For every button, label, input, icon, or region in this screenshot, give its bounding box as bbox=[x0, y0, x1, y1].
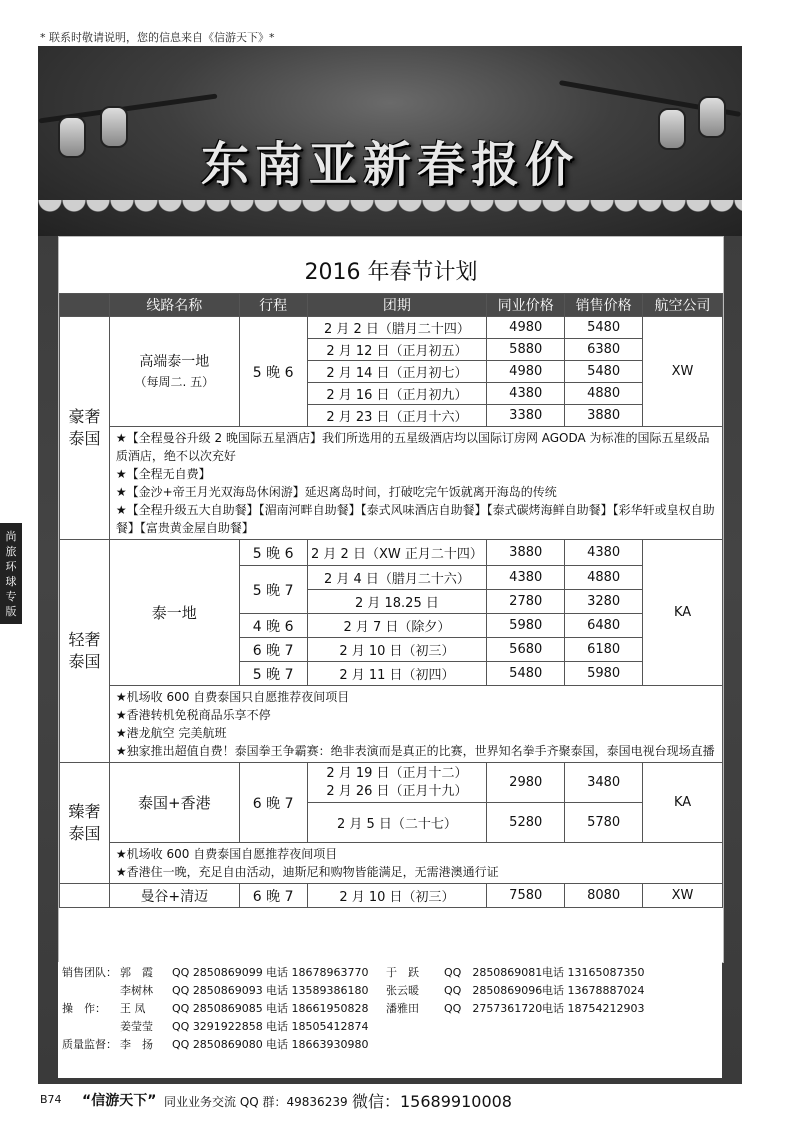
contact-row bbox=[58, 964, 722, 982]
contact-phone: 电话 18754212903 bbox=[542, 1002, 645, 1015]
category-label bbox=[60, 884, 110, 908]
departure-date: 2 月 14 日（正月初七） bbox=[307, 361, 487, 383]
header-cell bbox=[60, 294, 110, 317]
airline: KA bbox=[643, 540, 723, 686]
side-tab bbox=[0, 523, 22, 624]
contact-name: 李 扬 bbox=[120, 1038, 153, 1051]
notes-row bbox=[60, 686, 723, 763]
departure-date: 2 月 2 日（腊月二十四） bbox=[307, 317, 487, 339]
departure-date: 2 月 10 日（初三） bbox=[307, 638, 487, 662]
section-notes bbox=[109, 686, 722, 763]
departure-date: 2 月 23 日（正月十六） bbox=[307, 405, 487, 427]
footer-wechat: 微信：15689910008 bbox=[352, 1092, 512, 1111]
contact-name: 于 跃 bbox=[386, 966, 419, 979]
airline: XW bbox=[643, 884, 723, 908]
route-name: 曼谷+清迈 bbox=[109, 884, 239, 908]
side-tab-text: 尚旅环球专版 bbox=[5, 530, 17, 618]
trade-price: 4980 bbox=[487, 317, 565, 339]
note-item: ★【全程升级五大自助餐】【湄南河畔自助餐】【泰式风味酒店自助餐】【泰式碳烤海鲜自助餐】【彩华轩或皇权自助餐】【富贵黄金屋自助餐】 bbox=[115, 503, 715, 535]
sale-price: 5780 bbox=[565, 803, 643, 843]
contact-phone: 电话 13165087350 bbox=[542, 966, 645, 979]
airline: KA bbox=[643, 763, 723, 843]
contact-qq: QQ 3291922858 bbox=[172, 1020, 263, 1033]
contact-role: 销售团队： bbox=[62, 966, 117, 979]
departure-date: 2 月 7 日（除夕） bbox=[307, 614, 487, 638]
trade-price: 5680 bbox=[487, 638, 565, 662]
category-label: 轻奢 泰国 bbox=[60, 540, 110, 763]
duration: 5 晚 7 bbox=[239, 662, 307, 686]
contact-phone: 电话 18661950828 bbox=[266, 1002, 369, 1015]
trade-price: 5880 bbox=[487, 339, 565, 361]
note-item: ★【全程曼谷升级 2 晚国际五星酒店】我们所选用的五星级酒店均以国际订房网 AGODA 为标准的国际五星级品质酒店，绝不以次充好 bbox=[115, 431, 710, 463]
duration: 6 晚 7 bbox=[239, 884, 307, 908]
contact-phone: 电话 13589386180 bbox=[266, 984, 369, 997]
contact-name: 郭 霞 bbox=[120, 966, 153, 979]
contact-qq: QQ 2850869085 bbox=[172, 1002, 263, 1015]
departure-date: 2 月 18.25 日 bbox=[307, 590, 487, 614]
section-notes bbox=[109, 427, 722, 540]
table-row bbox=[60, 763, 723, 803]
header-sale-price: 销售价格 bbox=[565, 294, 643, 317]
trade-price: 3380 bbox=[487, 405, 565, 427]
duration: 4 晚 6 bbox=[239, 614, 307, 638]
sale-price: 4880 bbox=[565, 383, 643, 405]
route-name: 泰一地 bbox=[109, 540, 239, 686]
departure-date: 2 月 11 日（初四） bbox=[307, 662, 487, 686]
trade-price: 2780 bbox=[487, 590, 565, 614]
contact-name: 李树林 bbox=[120, 984, 153, 997]
sale-price: 4380 bbox=[565, 540, 643, 566]
note-item: ★机场收 600 自费泰国自愿推荐夜间项目 bbox=[115, 847, 338, 861]
trade-price: 2980 bbox=[487, 763, 565, 803]
section-notes bbox=[109, 843, 722, 884]
notes-row bbox=[60, 427, 723, 540]
trade-price: 7580 bbox=[487, 884, 565, 908]
route-name bbox=[109, 317, 239, 427]
header-trade-price: 同业价格 bbox=[487, 294, 565, 317]
note-item: ★港龙航空 完美航班 bbox=[115, 726, 227, 740]
contact-qq: QQ 2850869096 bbox=[444, 984, 543, 997]
page-number: B74 bbox=[40, 1093, 62, 1106]
table-row bbox=[60, 540, 723, 566]
route-name: 泰国+香港 bbox=[109, 763, 239, 843]
note-item: ★【金沙+帝王月光双海岛休闲游】延迟离岛时间，打破吃完午饭就离开海岛的传统 bbox=[115, 485, 557, 499]
contact-qq: QQ 2850869099 bbox=[172, 966, 263, 979]
route-title: 高端泰一地 bbox=[139, 353, 210, 370]
contact-role: 质量监督： bbox=[62, 1038, 117, 1051]
contact-qq: QQ 2850869081 bbox=[444, 966, 543, 979]
contact-row bbox=[58, 1000, 722, 1018]
table-row bbox=[60, 317, 723, 339]
note-item: ★独家推出超值自费！泰国拳王争霸赛：绝非表演而是真正的比赛，世界知名拳手齐聚泰国，泰国电视台现场直播 bbox=[115, 744, 715, 758]
trade-price: 4380 bbox=[487, 383, 565, 405]
contact-row bbox=[58, 982, 722, 1000]
departure-date: 2 月 16 日（正月初九） bbox=[307, 383, 487, 405]
trade-price: 3880 bbox=[487, 540, 565, 566]
duration: 5 晚 7 bbox=[239, 566, 307, 614]
contact-phone: 电话 18663930980 bbox=[266, 1038, 369, 1051]
plan-title: 2016 年春节计划 bbox=[304, 260, 478, 285]
table-row bbox=[60, 884, 723, 908]
price-table bbox=[59, 293, 723, 908]
sale-price: 5480 bbox=[565, 361, 643, 383]
contact-qq: QQ 2757361720 bbox=[444, 1002, 543, 1015]
note-item: ★香港住一晚，充足自由活动，迪斯尼和购物皆能满足，无需港澳通行证 bbox=[115, 865, 499, 879]
footer-brand: “信游天下” bbox=[82, 1093, 157, 1109]
category-label: 豪奢 泰国 bbox=[60, 317, 110, 540]
contact-phone: 电话 18505412874 bbox=[266, 1020, 369, 1033]
trade-price: 4380 bbox=[487, 566, 565, 590]
contact-role: 操 作： bbox=[62, 1002, 106, 1015]
duration: 5 晚 6 bbox=[239, 540, 307, 566]
contact-qq: QQ 2850869080 bbox=[172, 1038, 263, 1051]
header-date: 团期 bbox=[307, 294, 487, 317]
route-sub: （每周二. 五） bbox=[134, 374, 215, 389]
note-item: ★机场收 600 自费泰国只自愿推荐夜间项目 bbox=[115, 690, 350, 704]
airline: XW bbox=[643, 317, 723, 427]
contact-qq: QQ 2850869093 bbox=[172, 984, 263, 997]
departure-date: 2 月 10 日（初三） bbox=[307, 884, 487, 908]
trade-price: 5980 bbox=[487, 614, 565, 638]
contact-name: 姜莹莹 bbox=[120, 1020, 153, 1033]
sale-price: 3480 bbox=[565, 763, 643, 803]
duration: 5 晚 6 bbox=[239, 317, 307, 427]
header-route: 线路名称 bbox=[109, 294, 239, 317]
contact-row bbox=[58, 1018, 722, 1036]
sale-price: 5480 bbox=[565, 317, 643, 339]
departure-date: 2 月 5 日（二十七） bbox=[307, 803, 487, 843]
note-item: ★香港转机免税商品乐享不停 bbox=[115, 708, 271, 722]
contact-name: 张云暖 bbox=[386, 984, 419, 997]
sale-price: 4880 bbox=[565, 566, 643, 590]
notes-row bbox=[60, 843, 723, 884]
price-panel bbox=[58, 236, 724, 963]
trade-price: 5280 bbox=[487, 803, 565, 843]
duration: 6 晚 7 bbox=[239, 763, 307, 843]
duration: 6 晚 7 bbox=[239, 638, 307, 662]
departure-date: 2 月 19 日（正月十二） 2 月 26 日（正月十九） bbox=[307, 763, 487, 803]
departure-date: 2 月 2 日（XW 正月二十四） bbox=[307, 540, 487, 566]
sale-price: 5980 bbox=[565, 662, 643, 686]
departure-date: 2 月 4 日（腊月二十六） bbox=[307, 566, 487, 590]
departure-date: 2 月 12 日（正月初五） bbox=[307, 339, 487, 361]
contact-list bbox=[58, 962, 722, 1078]
contact-phone: 电话 18678963770 bbox=[266, 966, 369, 979]
footer-qq-group: 同业业务交流 QQ 群：49836239 bbox=[164, 1095, 348, 1109]
top-note: * 联系时敬请说明，您的信息来自《信游天下》* bbox=[40, 31, 275, 44]
contact-name: 潘雅田 bbox=[386, 1002, 419, 1015]
trade-price: 4980 bbox=[487, 361, 565, 383]
sale-price: 6480 bbox=[565, 614, 643, 638]
header-duration: 行程 bbox=[239, 294, 307, 317]
header-airline: 航空公司 bbox=[643, 294, 723, 317]
sale-price: 8080 bbox=[565, 884, 643, 908]
sale-price: 6380 bbox=[565, 339, 643, 361]
note-item: ★【全程无自费】 bbox=[115, 467, 211, 481]
contact-name: 王 凤 bbox=[120, 1002, 146, 1015]
contact-phone: 电话 13678887024 bbox=[542, 984, 645, 997]
category-label: 臻奢 泰国 bbox=[60, 763, 110, 884]
footer bbox=[40, 1089, 760, 1111]
trade-price: 5480 bbox=[487, 662, 565, 686]
banner-title: 东南亚新春报价 bbox=[200, 137, 579, 193]
sale-price: 6180 bbox=[565, 638, 643, 662]
table-header bbox=[60, 294, 723, 317]
sale-price: 3880 bbox=[565, 405, 643, 427]
sale-price: 3280 bbox=[565, 590, 643, 614]
scallop-border bbox=[38, 200, 742, 230]
contact-row bbox=[58, 1036, 722, 1054]
